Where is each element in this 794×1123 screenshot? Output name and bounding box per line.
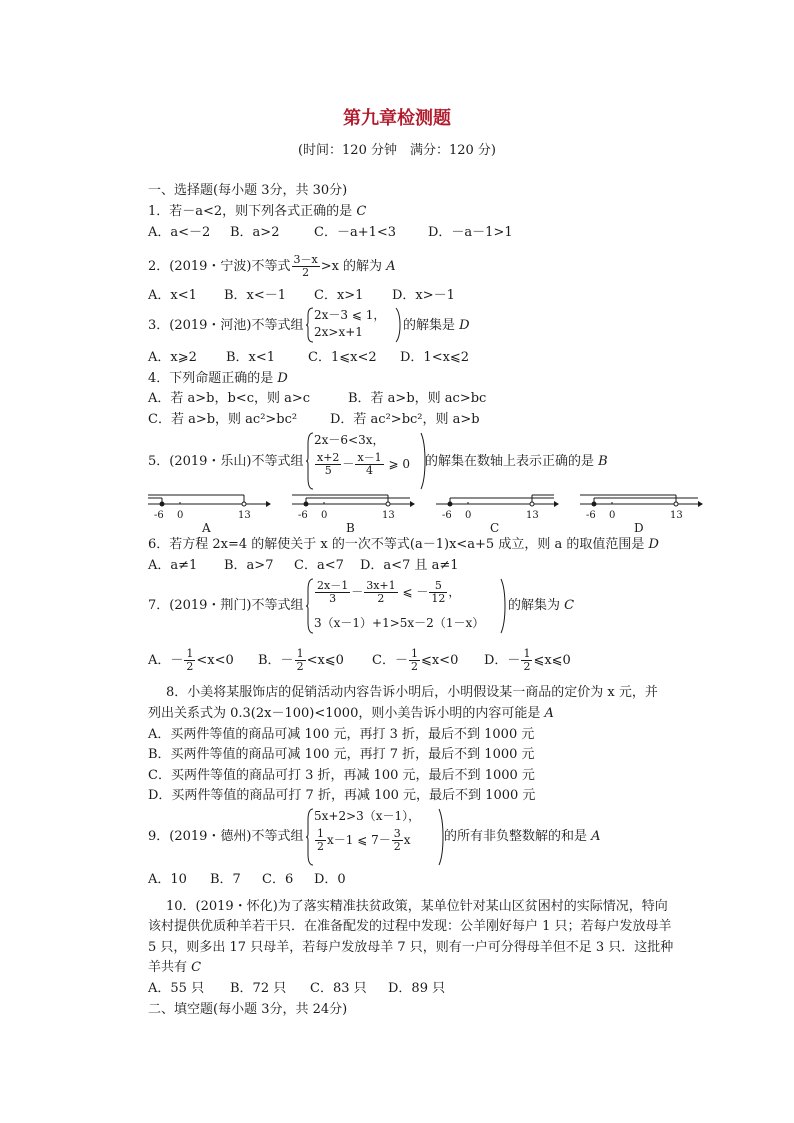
answer: C	[356, 204, 367, 219]
endpoint-dot	[530, 502, 534, 506]
denominator: 2	[393, 840, 401, 853]
denominator: 2	[186, 660, 194, 673]
numerator: 1	[186, 647, 194, 660]
option-c: C．1⩽x<2	[308, 350, 377, 365]
question-7	[148, 597, 304, 615]
endpoint-dot	[160, 502, 164, 506]
tick-label: 0	[465, 510, 472, 521]
left-brace	[306, 808, 314, 866]
option-c: C．6	[262, 872, 294, 887]
endpoint-dot	[448, 502, 452, 506]
option-d: D．买两件等值的商品可打 7 折，再减 100 元，最后不到 1000 元	[148, 788, 536, 803]
option-a: A．55 只	[148, 981, 205, 996]
left-brace	[306, 578, 314, 634]
option-b: B．－ $\frac{1}{2}$ <x⩽0	[258, 647, 344, 673]
question-stem: 7．(2019・荆门)不等式组	[148, 598, 304, 613]
number-line-graphic	[436, 490, 560, 512]
option-c: C．买两件等值的商品可打 3 折，再减 100 元，最后不到 1000 元	[148, 768, 535, 783]
option-a: A．买两件等值的商品可减 100 元，再打 3 折，最后不到 1000 元	[148, 727, 535, 742]
figure-caption: D	[634, 521, 644, 535]
question-stem: 2．(2019・宁波)不等式	[148, 259, 291, 274]
question-9	[148, 828, 304, 846]
option-a: A．a<－2	[148, 225, 211, 240]
option-a: A．x⩾2	[148, 350, 197, 365]
right-bracket	[500, 578, 506, 634]
axis-arrow	[554, 501, 559, 507]
denominator: 2	[377, 592, 385, 605]
option-b: B．x<1	[226, 350, 276, 365]
option-c: C．x>1	[314, 288, 364, 303]
numerator: x+2	[317, 451, 340, 464]
question-stem: 列出关系式为 0.3(2x－100)<1000，则小美告诉小明的内容可能是	[148, 706, 541, 721]
axis-arrow	[410, 501, 415, 507]
endpoint-dot	[242, 502, 246, 506]
option-b: B．x<－1	[224, 288, 287, 303]
numerator: 1	[523, 647, 531, 660]
option-a: A．若 a>b，b<c，则 a>c	[148, 391, 311, 406]
axis-arrow	[266, 501, 271, 507]
option-c: C．83 只	[310, 981, 367, 996]
fraction	[292, 254, 320, 279]
option-c: C．a<7	[294, 558, 344, 573]
number-line-graphic	[580, 490, 704, 512]
option-d: D．89 只	[388, 981, 446, 996]
question-9-tail	[444, 828, 601, 846]
figure-caption: B	[346, 521, 355, 535]
answer: A	[386, 259, 396, 274]
fraction	[184, 648, 195, 673]
question-stem: 9．(2019・德州)不等式组	[148, 829, 304, 844]
question-10-line-1: 10．(2019・怀化)为了落实精准扶贫政策，某单位针对某山区贫困村的实际情况，特向	[166, 899, 668, 914]
option-d: D．0	[314, 872, 346, 887]
denominator: 2	[302, 266, 310, 279]
fraction	[392, 828, 403, 853]
answer: A	[591, 829, 601, 844]
option-c: C．－ $\frac{1}{2}$ ⩽x<0	[372, 647, 459, 673]
left-brace	[306, 307, 314, 343]
question-stem-tail: 的所有非负整数解的和是	[444, 829, 588, 844]
tick-label: 0	[609, 510, 616, 521]
tick-label: -6	[154, 510, 164, 521]
option-d: D．若 ac²>bc²，则 a>b	[330, 412, 480, 427]
numerator: 1	[317, 827, 324, 840]
denominator: 12	[431, 592, 446, 605]
fraction	[364, 580, 397, 605]
right-bracket	[395, 307, 401, 343]
question-10-line-3: 5 只，则多出 17 只母羊，若每户发放母羊 7 只，则有一户可分得母羊但不足 3 只．这批种	[148, 940, 674, 955]
option-d: D．－ $\frac{1}{2}$ ⩽x⩽0	[484, 647, 571, 673]
option-c: C．若 a>b，则 ac²>bc²	[148, 412, 298, 427]
option-d: D．－a－1>1	[428, 225, 513, 240]
fraction	[295, 648, 306, 673]
page-subtitle: (时间：120 分钟 满分：120 分)	[297, 143, 497, 158]
figure-caption: C	[490, 521, 500, 535]
tick-label: 13	[670, 510, 683, 521]
question-stem-tail: 的解集为	[508, 598, 561, 613]
tick-label: 13	[238, 510, 251, 521]
option-d: D．x>－1	[392, 288, 455, 303]
tick-label: -6	[442, 510, 452, 521]
denominator: 2	[410, 660, 418, 673]
system-row-2: 3（x－1）+1>5x－2（1－x）	[314, 616, 485, 630]
question-10-line-2: 该村提供优质种羊若干只．在准备配发的过程中发现：公羊刚好每户 1 只；若每户发放母羊	[148, 919, 672, 934]
number-line-graphic	[292, 490, 416, 512]
question-stem-tail: 的解集在数轴上表示正确的是	[425, 454, 595, 469]
option-d: D．a<7 且 a≠1	[360, 558, 459, 573]
relation: ⩾ 0	[388, 457, 410, 471]
system-row-2	[314, 828, 411, 853]
option-a: A．－ $\frac{1}{2}$ <x<0	[148, 647, 234, 673]
fraction	[315, 580, 350, 605]
fraction	[315, 452, 341, 477]
question-5	[148, 453, 304, 471]
answer: A	[544, 706, 554, 721]
tick-label: 0	[321, 510, 328, 521]
option-b: B．72 只	[230, 981, 287, 996]
question-3-tail	[403, 317, 470, 335]
number-line-option	[148, 490, 272, 536]
numerator: 3x+1	[366, 579, 396, 592]
question-4	[148, 370, 288, 388]
question-1	[148, 203, 366, 221]
question-stem: 5．(2019・乐山)不等式组	[148, 454, 304, 469]
option-a: A．10	[148, 872, 187, 887]
numerator: 1	[296, 647, 304, 660]
answer: D	[648, 537, 659, 552]
fraction	[315, 828, 326, 853]
expression: x－1 ⩽ 7－	[327, 833, 391, 847]
page-title: 第九章检测题	[343, 108, 451, 129]
left-brace	[306, 432, 314, 490]
number-line-graphic	[148, 490, 272, 512]
question-3	[148, 317, 304, 335]
fraction	[521, 648, 532, 673]
tick-label: -6	[298, 510, 308, 521]
system-row-1: 5x+2>3（x－1），	[314, 809, 421, 823]
option-d: D．1<x⩽2	[400, 350, 470, 365]
question-stem: 4．下列命题正确的是	[148, 371, 274, 386]
figure-caption: A	[202, 521, 211, 535]
tick-label: 13	[382, 510, 395, 521]
fraction	[429, 580, 447, 605]
answer: C	[191, 960, 202, 975]
denominator: 5	[324, 464, 332, 477]
question-2	[148, 254, 396, 279]
endpoint-dot	[674, 502, 678, 506]
numerator: x－1	[357, 451, 382, 464]
number-line-option	[580, 490, 704, 536]
denominator: 2	[317, 840, 324, 853]
axis-arrow	[698, 501, 703, 507]
question-6	[148, 536, 659, 554]
question-7-tail	[508, 597, 574, 615]
tick-label: 0	[177, 510, 184, 521]
numerator: 2x－1	[317, 579, 349, 592]
numerator: 3	[393, 827, 401, 840]
numerator: 1	[410, 647, 418, 660]
question-stem-tail: 的解集是	[403, 318, 456, 333]
question-10-line-4	[148, 959, 201, 977]
answer: C	[564, 598, 575, 613]
answer: B	[598, 454, 608, 469]
question-stem: 3．(2019・河池)不等式组	[148, 318, 304, 333]
tick-label: 13	[526, 510, 539, 521]
question-8-line-1: 8．小美将某服饰店的促销活动内容告诉小明后，小明假设某一商品的定价为 x 元，并	[166, 685, 658, 700]
system-row-2: $\frac{x+2}{5}$ － $\frac{x-1}{4}$ ⩾ 0	[317, 451, 410, 477]
answer: D	[459, 318, 470, 333]
denominator: 3	[329, 592, 337, 605]
number-line-option	[292, 490, 416, 536]
question-5-tail	[425, 453, 608, 471]
question-stem: 羊共有	[148, 960, 188, 975]
answer: D	[277, 371, 288, 386]
option-b: B．7	[210, 872, 241, 887]
numerator: 3－x	[293, 253, 318, 266]
relation: ⩽ －	[402, 585, 429, 599]
numerator: 5	[429, 580, 447, 593]
question-stem: 1．若－a<2，则下列各式正确的是	[148, 204, 353, 219]
question-stem-tail: >x 的解为	[320, 259, 383, 274]
section-heading-fill: 二、填空题(每小题 3分，共 24分)	[148, 1002, 348, 1017]
system-row-1: $\frac{2x-1}{3}$ － $\frac{3x+1}{2}$ ⩽ － $\frac{5}{12}$ ，	[317, 579, 461, 605]
option-b: B．a>2	[230, 225, 280, 240]
option-b: B．a>7	[224, 558, 274, 573]
option-c: C．－a+1<3	[314, 225, 397, 240]
number-line-option	[436, 490, 560, 536]
fraction	[355, 452, 383, 477]
option-b: B．买两件等值的商品可减 100 元，再打 7 折，最后不到 1000 元	[148, 747, 535, 762]
denominator: 4	[366, 464, 374, 477]
endpoint-dot	[386, 502, 390, 506]
denominator: 2	[296, 660, 304, 673]
option-b: B．若 a>b，则 ac>bc	[348, 391, 487, 406]
system-row-1: 2x－3 ⩽ 1，	[314, 308, 386, 322]
option-a: A．a≠1	[148, 558, 198, 573]
endpoint-dot	[304, 502, 308, 506]
option-a: A．x<1	[148, 288, 197, 303]
tick-label: -6	[586, 510, 596, 521]
denominator: 2	[523, 660, 531, 673]
expression-tail: x	[403, 833, 411, 847]
question-stem: 6．若方程 2x=4 的解使关于 x 的一次不等式(a－1)x<a+5 成立，则 a 的取值范围是	[148, 537, 645, 552]
fraction	[409, 648, 420, 673]
system-row-2: 2x>x+1	[314, 325, 363, 339]
system-row-1: 2x－6<3x，	[314, 433, 385, 447]
section-heading-choice: 一、选择题(每小题 3分，共 30分)	[148, 183, 348, 198]
question-8-line-2	[148, 705, 554, 723]
endpoint-dot	[592, 502, 596, 506]
